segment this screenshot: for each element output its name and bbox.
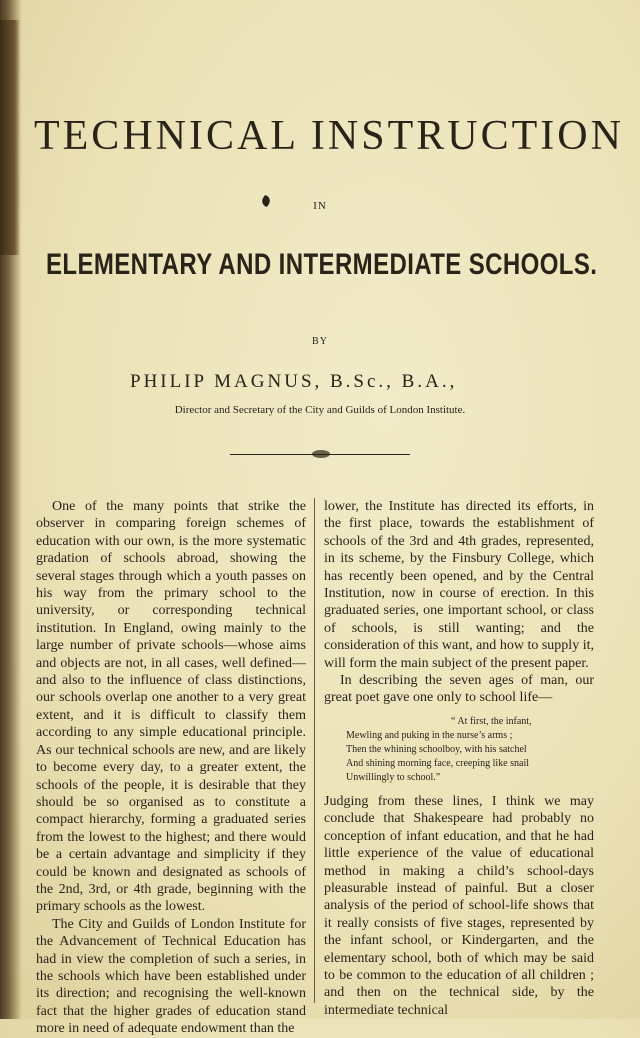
paragraph: One of the many points that strike the observer in comparing foreign schemes of education with our own, is the more systematic gradation of schools abroad, showing the several stages through which a youth passes on his way from the primary school to the university, or corresponding technical institution. In England, owing mainly to the large number of private schools—whose aims and objects are not, in all cases, well defined—and also to the influence of class distinctions, our schools overlap one another to a very great extent, and it is difficult to classify them according to any simple educational principle. As our technical schools are new, and are likely to become every day, to a greater extent, the schools of the people, it is desirable that they should be so organised as to constitute a compact hierarchy, forming a graduated series from the lowest to the highest; and there would be a certain advantage and simplicity if they could be known and designated as schools of the 2nd, 3rd, or 4th grade, beginning with the primary schools as the lowest.: [36, 499, 306, 915]
paragraph: Judging from these lines, I think we may conclude that Shakespeare had probably no conception of infant education, and that he had little experience of the value of educational method in making a child’s school-days pleasurable instead of painful. But a closer analysis of the period of school-life shows that it really consists of five stages, represented by the infant school, or Kindergarten, and the elementary school, both of which may be said to be common to the education of all children ; and then on the technical side, by the intermediate technical: [324, 793, 594, 1018]
right-column: [324, 498, 594, 1018]
author-description: Director and Secretary of the City and Guilds of London Institute.: [174, 404, 466, 416]
divider-ornament: [312, 450, 330, 458]
page-subtitle: ELEMENTARY AND INTERMEDIATE SCHOOLS.: [46, 248, 598, 281]
verse-line: “ At first, the infant,: [451, 715, 532, 727]
column-divider: [314, 498, 315, 1003]
paragraph: In describing the seven ages of man, our great poet gave one only to school life—: [324, 673, 594, 706]
left-column: [36, 498, 306, 1037]
author-name: PHILIP MAGNUS, B.Sc., B.A.,: [130, 371, 458, 392]
in-word: IN: [313, 200, 327, 212]
verse-line: Mewling and puking in the nurse’s arms ;: [346, 729, 513, 741]
verse-line: And shining morning face, creeping like snail: [346, 757, 530, 769]
by-word: BY: [312, 336, 328, 347]
verse-line: Then the whining schoolboy, with his satchel: [346, 743, 527, 755]
paragraph: lower, the Institute has directed its efforts, in the first place, towards the establishment of schools of the 3rd and 4th grades, represented, in its scheme, by the Finsbury College, which has recently been opened, and by the Central Institution, now in course of erection. In this graduated series, one important school, or class of schools, is still wanting; and the consideration of this want, and how to supply it, will form the main subject of the present paper.: [324, 499, 594, 671]
verse-line: Unwillingly to school.”: [346, 771, 441, 783]
binding-tab: [0, 20, 20, 255]
page-title: TECHNICAL INSTRUCTION: [34, 113, 624, 159]
verse-quote: [324, 715, 594, 785]
paragraph: The City and Guilds of London Institute for the Advancement of Technical Education has had in view the completion of such a series, in the schools which have been established under its direction; and recognising the well-known fact that the higher grades of education stand more in need of adequate endowment than the: [36, 916, 306, 1037]
